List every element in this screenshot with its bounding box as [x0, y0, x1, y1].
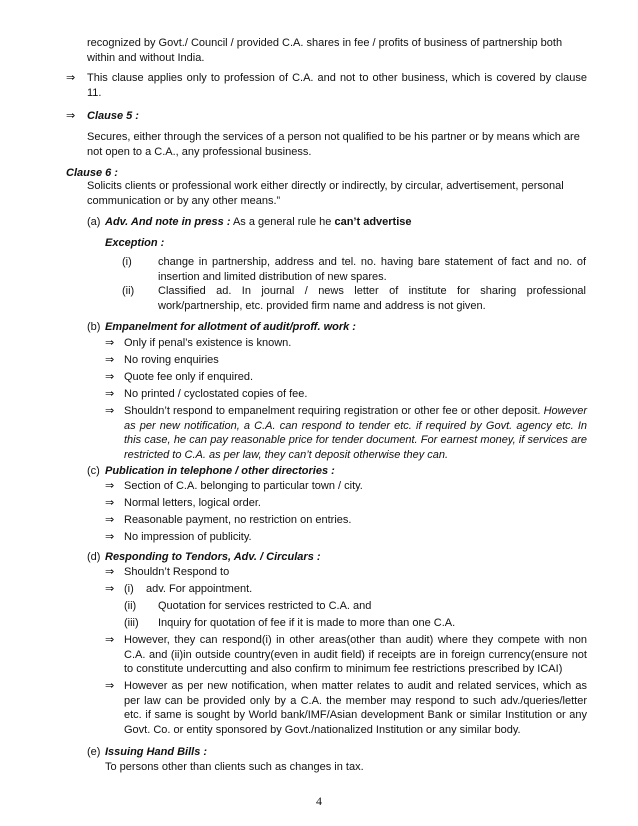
- arrow-icon: ⇒: [105, 530, 115, 543]
- item-a-label: (a): [87, 216, 101, 228]
- d-item-1: Shouldn’t Respond to: [124, 566, 230, 578]
- item-a-heading: [105, 215, 585, 230]
- arrow-icon: ⇒: [105, 370, 115, 383]
- exception-i-num: (i): [122, 256, 132, 268]
- d-sub-i-num: (i): [124, 583, 134, 595]
- item-b-title: Empanelment for allotment of audit/proff. work :: [105, 321, 356, 333]
- item-d-title: Responding to Tendors, Adv. / Circulars :: [105, 551, 321, 563]
- item-a-text: As a general rule he: [230, 216, 335, 228]
- continuation-line-2: within and without India.: [87, 52, 205, 64]
- c-item: No impression of publicity.: [124, 531, 252, 543]
- c-item: Reasonable payment, no restriction on entries.: [124, 514, 352, 526]
- d-sub-ii-text: Quotation for services restricted to C.A. and: [158, 600, 372, 612]
- b-item: No roving enquiries: [124, 354, 219, 366]
- arrow-icon: ⇒: [66, 71, 76, 84]
- item-a-title: Adv. And note in press :: [105, 216, 231, 228]
- clause5-title: Clause 5 :: [87, 110, 139, 122]
- d-sub-iii-num: (iii): [124, 617, 139, 629]
- clause6-text: Solicits clients or professional work either directly or indirectly, by circular, advertisement, personal communication or by any other means.”: [87, 180, 564, 207]
- arrow-icon: ⇒: [105, 496, 115, 509]
- exception-ii-text: Classified ad. In journal / news letter of institute for sharing professional work/partnership, etc. provided firm name and address is not given.: [158, 285, 586, 312]
- d-item-3: However as per new notification, when matter relates to audit and related services, which as per law can be provided only by a C.A. the member may respond to such adv./queries/letter etc. if same is sought by World bank/IMF/Asian development Bank or similar Institution or any Govt. Co. or entity sponsored by Govt./nationalized Institution or any similar body.: [124, 680, 587, 736]
- b-item: Quote fee only if enquired.: [124, 371, 254, 383]
- arrow-icon: ⇒: [105, 679, 115, 692]
- item-c-title: Publication in telephone / other directories :: [105, 465, 335, 477]
- item-d-label: (d): [87, 551, 101, 563]
- d-sub-iii-text: Inquiry for quotation of fee if it is made to more than one C.A.: [158, 617, 456, 629]
- continuation-line-1: recognized by Govt./ Council / provided C.A. shares in fee / profits of business of partnership both: [87, 37, 563, 49]
- item-e-text: To persons other than clients such as changes in tax.: [105, 761, 364, 773]
- arrow-icon: ⇒: [105, 633, 115, 646]
- d-item-2: However, they can respond(i) in other areas(other than audit) where they compete with non C.A. and (ii)in outside country(even in audit field) if receipts are in foreign currency(ensure not to constitute undercutting and also confirm to minimum fee restrictions prescribed by ICAI): [124, 634, 587, 675]
- exception-ii-num: (ii): [122, 285, 135, 297]
- clause11-note: This clause applies only to profession of C.A. and not to other business, which is covered by clause 11.: [87, 72, 587, 99]
- exception-title: Exception :: [105, 237, 165, 249]
- b-item-5: [124, 404, 587, 462]
- arrow-icon: ⇒: [105, 479, 115, 492]
- b-item-5-italic: However as per new notification, a C.A. can respond to tender etc. if required by Govt. agency etc. In this case, he can pay reasonable price for tender document. For earnest money, if services are restricted to C.A. as per law, they can’t deposit otherwise they can.: [124, 405, 587, 461]
- arrow-icon: ⇒: [105, 353, 115, 366]
- c-item: Normal letters, logical order.: [124, 497, 261, 509]
- arrow-icon: ⇒: [105, 513, 115, 526]
- item-b-label: (b): [87, 321, 101, 333]
- exception-i-text: change in partnership, address and tel. no. having bare statement of fact and no. of insertion and limited distribution of new spares.: [158, 256, 586, 283]
- clause5-text: Secures, either through the services of a person not qualified to be his partner or by means which are not open to a C.A., any professional business.: [87, 131, 580, 158]
- d-sub-ii-num: (ii): [124, 600, 137, 612]
- b-item: No printed / cyclostated copies of fee.: [124, 388, 308, 400]
- b-item: Only if penal’s existence is known.: [124, 337, 292, 349]
- arrow-icon: ⇒: [66, 109, 76, 122]
- arrow-icon: ⇒: [105, 387, 115, 400]
- c-item: Section of C.A. belonging to particular town / city.: [124, 480, 363, 492]
- clause6-title: Clause 6 :: [66, 167, 118, 179]
- page-number: 4: [316, 794, 322, 808]
- item-e-label: (e): [87, 746, 101, 758]
- arrow-icon: ⇒: [105, 336, 115, 349]
- b-item-5-text: Shouldn’t respond to empanelment requiring registration or other fee or other deposit.: [124, 405, 541, 417]
- arrow-icon: ⇒: [105, 404, 115, 417]
- item-e-title: Issuing Hand Bills :: [105, 746, 208, 758]
- item-a-bold: can’t advertise: [334, 216, 412, 228]
- item-c-label: (c): [87, 465, 100, 477]
- d-sub-i-text: adv. For appointment.: [146, 583, 253, 595]
- arrow-icon: ⇒: [105, 582, 115, 595]
- arrow-icon: ⇒: [105, 565, 115, 578]
